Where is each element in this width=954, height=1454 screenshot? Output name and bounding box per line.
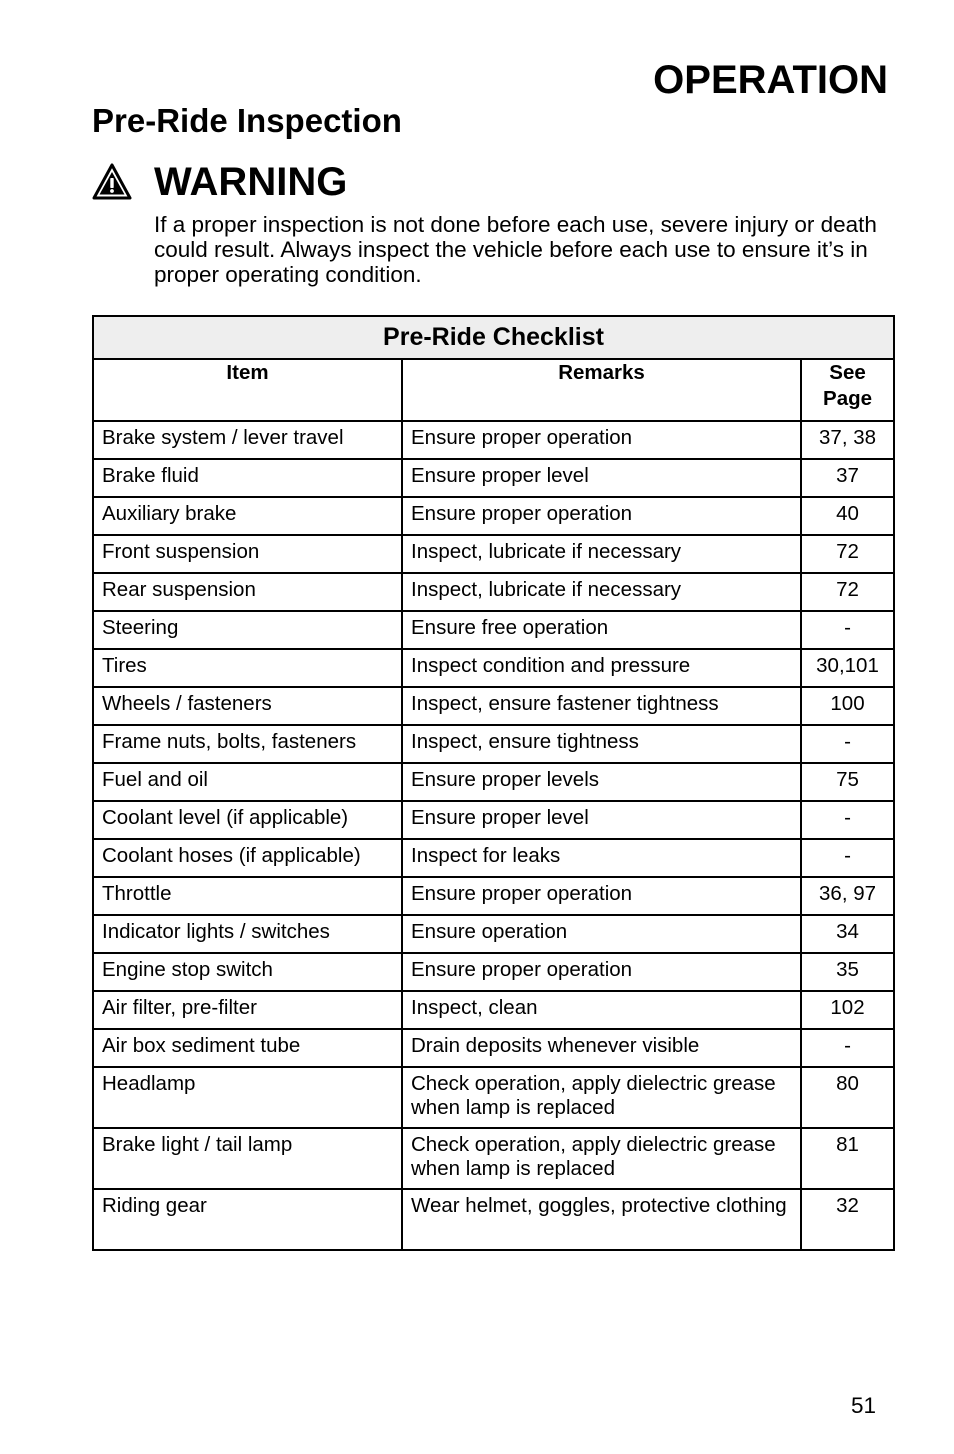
remarks-cell: Inspect, ensure fastener tightness [402,687,801,725]
page-number: 51 [850,1393,876,1418]
table-row [93,459,894,497]
table-row [93,573,894,611]
table-row [93,1128,894,1189]
item-cell: Brake fluid [93,459,402,497]
column-header-remarks: Remarks [402,359,801,421]
table-row [93,497,894,535]
remarks-cell: Check operation, apply dielectric grease when lamp is replaced [402,1067,801,1128]
item-cell: Coolant hoses (if applicable) [93,839,402,877]
remarks-cell: Ensure proper operation [402,497,801,535]
page-cell: - [801,1029,894,1067]
remarks-cell: Check operation, apply dielectric grease when lamp is replaced [402,1128,801,1189]
page-cell: 102 [801,991,894,1029]
column-header-see-page-label: See Page [823,361,873,410]
checklist-title-row [93,316,894,359]
pre-ride-checklist-table [92,315,895,1251]
page-cell: 75 [801,763,894,801]
item-cell: Headlamp [93,1067,402,1128]
item-cell: Engine stop switch [93,953,402,991]
item-cell: Auxiliary brake [93,497,402,535]
remarks-cell: Ensure proper operation [402,953,801,991]
page-cell: 80 [801,1067,894,1128]
table-row [93,421,894,459]
item-cell: Air filter, pre-filter [93,991,402,1029]
item-cell: Wheels / fasteners [93,687,402,725]
item-cell: Rear suspension [93,573,402,611]
remarks-cell: Ensure operation [402,915,801,953]
table-row [93,687,894,725]
item-cell: Tires [93,649,402,687]
checklist-body [93,421,894,1250]
item-cell: Fuel and oil [93,763,402,801]
item-cell: Front suspension [93,535,402,573]
item-cell: Coolant level (if applicable) [93,801,402,839]
page-cell: - [801,611,894,649]
page-cell: 30,101 [801,649,894,687]
remarks-cell: Inspect, clean [402,991,801,1029]
remarks-cell: Ensure proper operation [402,421,801,459]
table-row [93,535,894,573]
table-row [93,611,894,649]
item-cell: Indicator lights / switches [93,915,402,953]
remarks-cell: Inspect, lubricate if necessary [402,535,801,573]
page-cell: 37, 38 [801,421,894,459]
remarks-cell: Ensure free operation [402,611,801,649]
warning-text: If a proper inspection is not done before each use, severe injury or death could result. Always inspect the vehicle before each use to ensure it’s in proper operating condition. [154,212,877,287]
remarks-cell: Wear helmet, goggles, protective clothing [402,1189,801,1250]
table-row [93,725,894,763]
remarks-cell: Inspect, lubricate if necessary [402,573,801,611]
section-title: Pre-Ride Inspection [92,102,402,139]
warning-label: WARNING [154,160,348,204]
page-cell: 72 [801,573,894,611]
page-cell: - [801,725,894,763]
item-cell: Brake light / tail lamp [93,1128,402,1189]
page-cell: 32 [801,1189,894,1250]
page-cell: 35 [801,953,894,991]
table-row [93,1189,894,1250]
page-cell: - [801,801,894,839]
remarks-cell: Drain deposits whenever visible [402,1029,801,1067]
page-cell: 81 [801,1128,894,1189]
item-cell: Throttle [93,877,402,915]
page-cell: - [801,839,894,877]
page-cell: 36, 97 [801,877,894,915]
page-cell: 100 [801,687,894,725]
table-row [93,877,894,915]
item-cell: Riding gear [93,1189,402,1250]
remarks-cell: Ensure proper levels [402,763,801,801]
remarks-cell: Inspect for leaks [402,839,801,877]
table-row [93,1029,894,1067]
item-cell: Brake system / lever travel [93,421,402,459]
remarks-cell: Ensure proper level [402,801,801,839]
remarks-cell: Inspect condition and pressure [402,649,801,687]
remarks-cell: Ensure proper level [402,459,801,497]
page-cell: 37 [801,459,894,497]
table-row [93,915,894,953]
table-row [93,953,894,991]
checklist-title: Pre-Ride Checklist [93,316,894,359]
table-row [93,801,894,839]
column-header-item: Item [93,359,402,421]
chapter-title: OPERATION [653,58,888,102]
warning-triangle-icon [92,162,132,202]
table-row [93,763,894,801]
table-row [93,1067,894,1128]
table-row [93,839,894,877]
page-cell: 72 [801,535,894,573]
item-cell: Steering [93,611,402,649]
warning-header [92,158,348,206]
checklist-header-row [93,359,894,421]
table-row [93,649,894,687]
page-cell: 40 [801,497,894,535]
table-row [93,991,894,1029]
page-cell: 34 [801,915,894,953]
item-cell: Frame nuts, bolts, fasteners [93,725,402,763]
remarks-cell: Inspect, ensure tightness [402,725,801,763]
remarks-cell: Ensure proper operation [402,877,801,915]
item-cell: Air box sediment tube [93,1029,402,1067]
column-header-see-page [801,359,894,421]
